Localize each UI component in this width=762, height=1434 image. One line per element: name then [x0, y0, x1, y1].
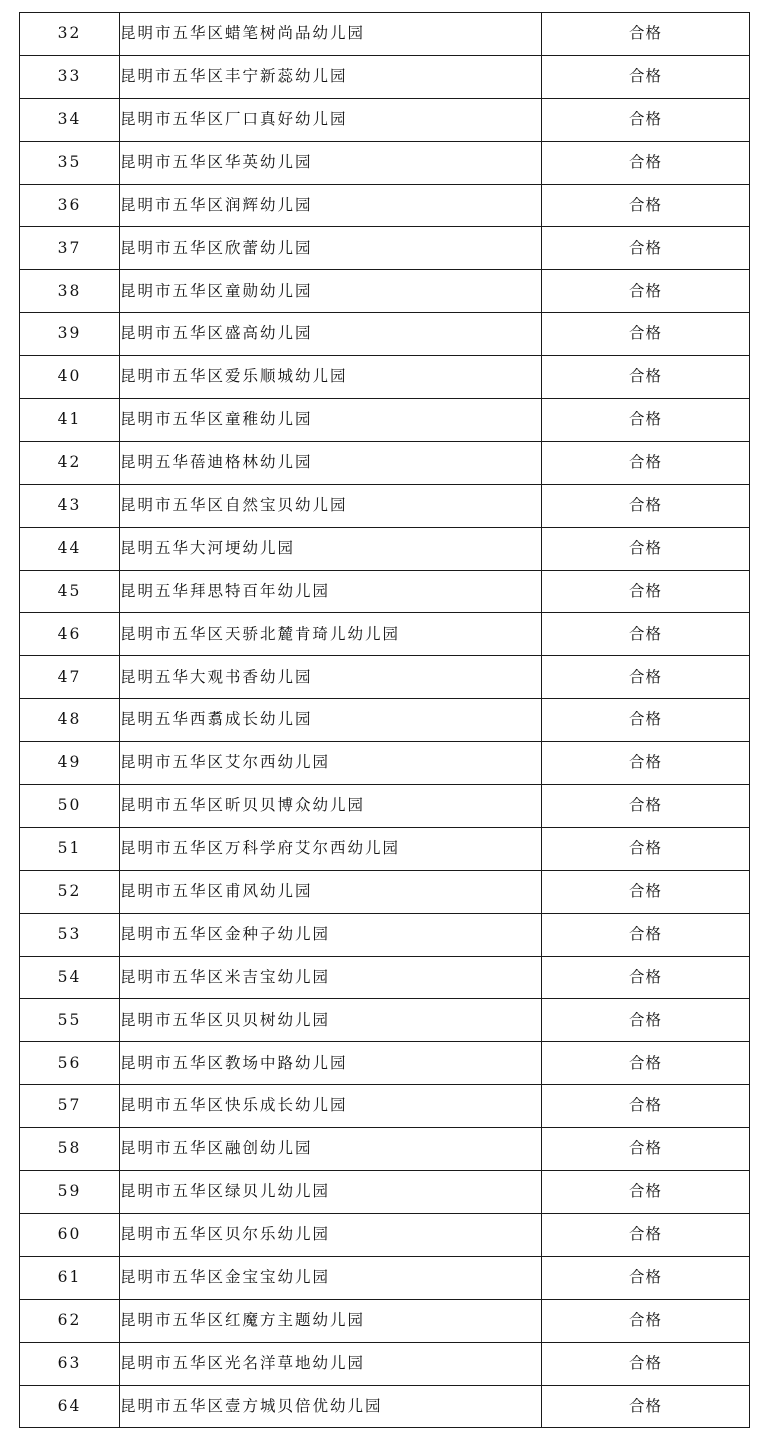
- table-row: [20, 484, 750, 527]
- row-number-cell: 35: [20, 141, 120, 184]
- inspection-result-cell: 合格: [542, 913, 750, 956]
- row-number-cell: 40: [20, 356, 120, 399]
- table-row: [20, 227, 750, 270]
- row-number-cell: 54: [20, 956, 120, 999]
- kindergarten-name-cell: 昆明市五华区蜡笔树尚品幼儿园: [120, 13, 542, 56]
- kindergarten-name-cell: 昆明市五华区绿贝儿幼儿园: [120, 1171, 542, 1214]
- inspection-result-cell: 合格: [542, 227, 750, 270]
- row-number-cell: 36: [20, 184, 120, 227]
- row-number-cell: 44: [20, 527, 120, 570]
- inspection-result-cell: 合格: [542, 870, 750, 913]
- row-number-cell: 39: [20, 313, 120, 356]
- inspection-result-cell: 合格: [542, 613, 750, 656]
- kindergarten-name-cell: 昆明市五华区金种子幼儿园: [120, 913, 542, 956]
- table-row: [20, 1042, 750, 1085]
- table-row: [20, 870, 750, 913]
- row-number-cell: 62: [20, 1299, 120, 1342]
- kindergarten-name-cell: 昆明五华拜思特百年幼儿园: [120, 570, 542, 613]
- table-row: [20, 1256, 750, 1299]
- table-row: [20, 1085, 750, 1128]
- inspection-result-cell: 合格: [542, 656, 750, 699]
- kindergarten-name-cell: 昆明市五华区贝尔乐幼儿园: [120, 1213, 542, 1256]
- kindergarten-name-cell: 昆明市五华区欣蕾幼儿园: [120, 227, 542, 270]
- inspection-result-cell: 合格: [542, 956, 750, 999]
- row-number-cell: 50: [20, 785, 120, 828]
- inspection-result-cell: 合格: [542, 827, 750, 870]
- kindergarten-name-cell: 昆明市五华区融创幼儿园: [120, 1128, 542, 1171]
- inspection-result-cell: 合格: [542, 55, 750, 98]
- table-row: [20, 656, 750, 699]
- kindergarten-name-cell: 昆明五华西翥成长幼儿园: [120, 699, 542, 742]
- document-page: [19, 12, 749, 1428]
- row-number-cell: 41: [20, 399, 120, 442]
- row-number-cell: 47: [20, 656, 120, 699]
- row-number-cell: 52: [20, 870, 120, 913]
- table-row: [20, 956, 750, 999]
- row-number-cell: 42: [20, 441, 120, 484]
- inspection-result-cell: 合格: [542, 1171, 750, 1214]
- kindergarten-name-cell: 昆明市五华区华英幼儿园: [120, 141, 542, 184]
- inspection-result-cell: 合格: [542, 270, 750, 313]
- inspection-result-cell: 合格: [542, 999, 750, 1042]
- kindergarten-name-cell: 昆明市五华区童稚幼儿园: [120, 399, 542, 442]
- row-number-cell: 33: [20, 55, 120, 98]
- kindergarten-name-cell: 昆明五华蓓迪格林幼儿园: [120, 441, 542, 484]
- inspection-result-cell: 合格: [542, 13, 750, 56]
- row-number-cell: 61: [20, 1256, 120, 1299]
- row-number-cell: 37: [20, 227, 120, 270]
- kindergarten-name-cell: 昆明市五华区教场中路幼儿园: [120, 1042, 542, 1085]
- inspection-result-cell: 合格: [542, 785, 750, 828]
- row-number-cell: 56: [20, 1042, 120, 1085]
- table-row: [20, 1128, 750, 1171]
- table-row: [20, 742, 750, 785]
- table-row: [20, 913, 750, 956]
- row-number-cell: 60: [20, 1213, 120, 1256]
- row-number-cell: 57: [20, 1085, 120, 1128]
- kindergarten-name-cell: 昆明市五华区贝贝树幼儿园: [120, 999, 542, 1042]
- table-row: [20, 13, 750, 56]
- inspection-result-cell: 合格: [542, 1042, 750, 1085]
- table-row: [20, 1213, 750, 1256]
- inspection-result-cell: 合格: [542, 399, 750, 442]
- row-number-cell: 32: [20, 13, 120, 56]
- kindergarten-name-cell: 昆明市五华区童勋幼儿园: [120, 270, 542, 313]
- inspection-result-cell: 合格: [542, 141, 750, 184]
- table-row: [20, 141, 750, 184]
- inspection-result-cell: 合格: [542, 184, 750, 227]
- table-row: [20, 356, 750, 399]
- table-row: [20, 313, 750, 356]
- kindergarten-name-cell: 昆明市五华区厂口真好幼儿园: [120, 98, 542, 141]
- inspection-result-cell: 合格: [542, 570, 750, 613]
- kindergarten-name-cell: 昆明市五华区丰宁新蕊幼儿园: [120, 55, 542, 98]
- table-row: [20, 98, 750, 141]
- table-row: [20, 785, 750, 828]
- table-row: [20, 570, 750, 613]
- inspection-result-cell: 合格: [542, 98, 750, 141]
- table-row: [20, 827, 750, 870]
- row-number-cell: 46: [20, 613, 120, 656]
- kindergarten-name-cell: 昆明市五华区艾尔西幼儿园: [120, 742, 542, 785]
- kindergarten-name-cell: 昆明市五华区金宝宝幼儿园: [120, 1256, 542, 1299]
- table-row: [20, 1385, 750, 1428]
- inspection-result-cell: 合格: [542, 1256, 750, 1299]
- kindergarten-name-cell: 昆明市五华区爱乐顺城幼儿园: [120, 356, 542, 399]
- table-row: [20, 1342, 750, 1385]
- row-number-cell: 48: [20, 699, 120, 742]
- inspection-result-cell: 合格: [542, 484, 750, 527]
- inspection-result-cell: 合格: [542, 527, 750, 570]
- kindergarten-name-cell: 昆明市五华区润辉幼儿园: [120, 184, 542, 227]
- table-row: [20, 613, 750, 656]
- inspection-result-cell: 合格: [542, 1299, 750, 1342]
- kindergarten-name-cell: 昆明市五华区壹方城贝倍优幼儿园: [120, 1385, 542, 1428]
- table-row: [20, 1299, 750, 1342]
- row-number-cell: 53: [20, 913, 120, 956]
- row-number-cell: 34: [20, 98, 120, 141]
- inspection-result-cell: 合格: [542, 699, 750, 742]
- table-row: [20, 1171, 750, 1214]
- row-number-cell: 63: [20, 1342, 120, 1385]
- inspection-result-cell: 合格: [542, 356, 750, 399]
- row-number-cell: 64: [20, 1385, 120, 1428]
- inspection-result-cell: 合格: [542, 1128, 750, 1171]
- row-number-cell: 43: [20, 484, 120, 527]
- kindergarten-results-table: [19, 12, 750, 1428]
- inspection-result-cell: 合格: [542, 1085, 750, 1128]
- kindergarten-name-cell: 昆明五华大河埂幼儿园: [120, 527, 542, 570]
- kindergarten-name-cell: 昆明市五华区快乐成长幼儿园: [120, 1085, 542, 1128]
- table-row: [20, 55, 750, 98]
- table-body: [20, 13, 750, 1428]
- kindergarten-name-cell: 昆明市五华区昕贝贝博众幼儿园: [120, 785, 542, 828]
- row-number-cell: 51: [20, 827, 120, 870]
- kindergarten-name-cell: 昆明市五华区甫风幼儿园: [120, 870, 542, 913]
- kindergarten-name-cell: 昆明市五华区天骄北麓肯琦儿幼儿园: [120, 613, 542, 656]
- inspection-result-cell: 合格: [542, 1342, 750, 1385]
- inspection-result-cell: 合格: [542, 1385, 750, 1428]
- row-number-cell: 49: [20, 742, 120, 785]
- table-row: [20, 527, 750, 570]
- row-number-cell: 38: [20, 270, 120, 313]
- kindergarten-name-cell: 昆明市五华区红魔方主题幼儿园: [120, 1299, 542, 1342]
- inspection-result-cell: 合格: [542, 441, 750, 484]
- kindergarten-name-cell: 昆明市五华区米吉宝幼儿园: [120, 956, 542, 999]
- table-row: [20, 270, 750, 313]
- table-row: [20, 441, 750, 484]
- inspection-result-cell: 合格: [542, 1213, 750, 1256]
- inspection-result-cell: 合格: [542, 742, 750, 785]
- kindergarten-name-cell: 昆明市五华区自然宝贝幼儿园: [120, 484, 542, 527]
- row-number-cell: 55: [20, 999, 120, 1042]
- table-row: [20, 699, 750, 742]
- kindergarten-name-cell: 昆明市五华区光名洋草地幼儿园: [120, 1342, 542, 1385]
- table-row: [20, 184, 750, 227]
- kindergarten-name-cell: 昆明市五华区盛高幼儿园: [120, 313, 542, 356]
- table-row: [20, 399, 750, 442]
- row-number-cell: 45: [20, 570, 120, 613]
- inspection-result-cell: 合格: [542, 313, 750, 356]
- row-number-cell: 58: [20, 1128, 120, 1171]
- table-row: [20, 999, 750, 1042]
- kindergarten-name-cell: 昆明五华大观书香幼儿园: [120, 656, 542, 699]
- kindergarten-name-cell: 昆明市五华区万科学府艾尔西幼儿园: [120, 827, 542, 870]
- row-number-cell: 59: [20, 1171, 120, 1214]
